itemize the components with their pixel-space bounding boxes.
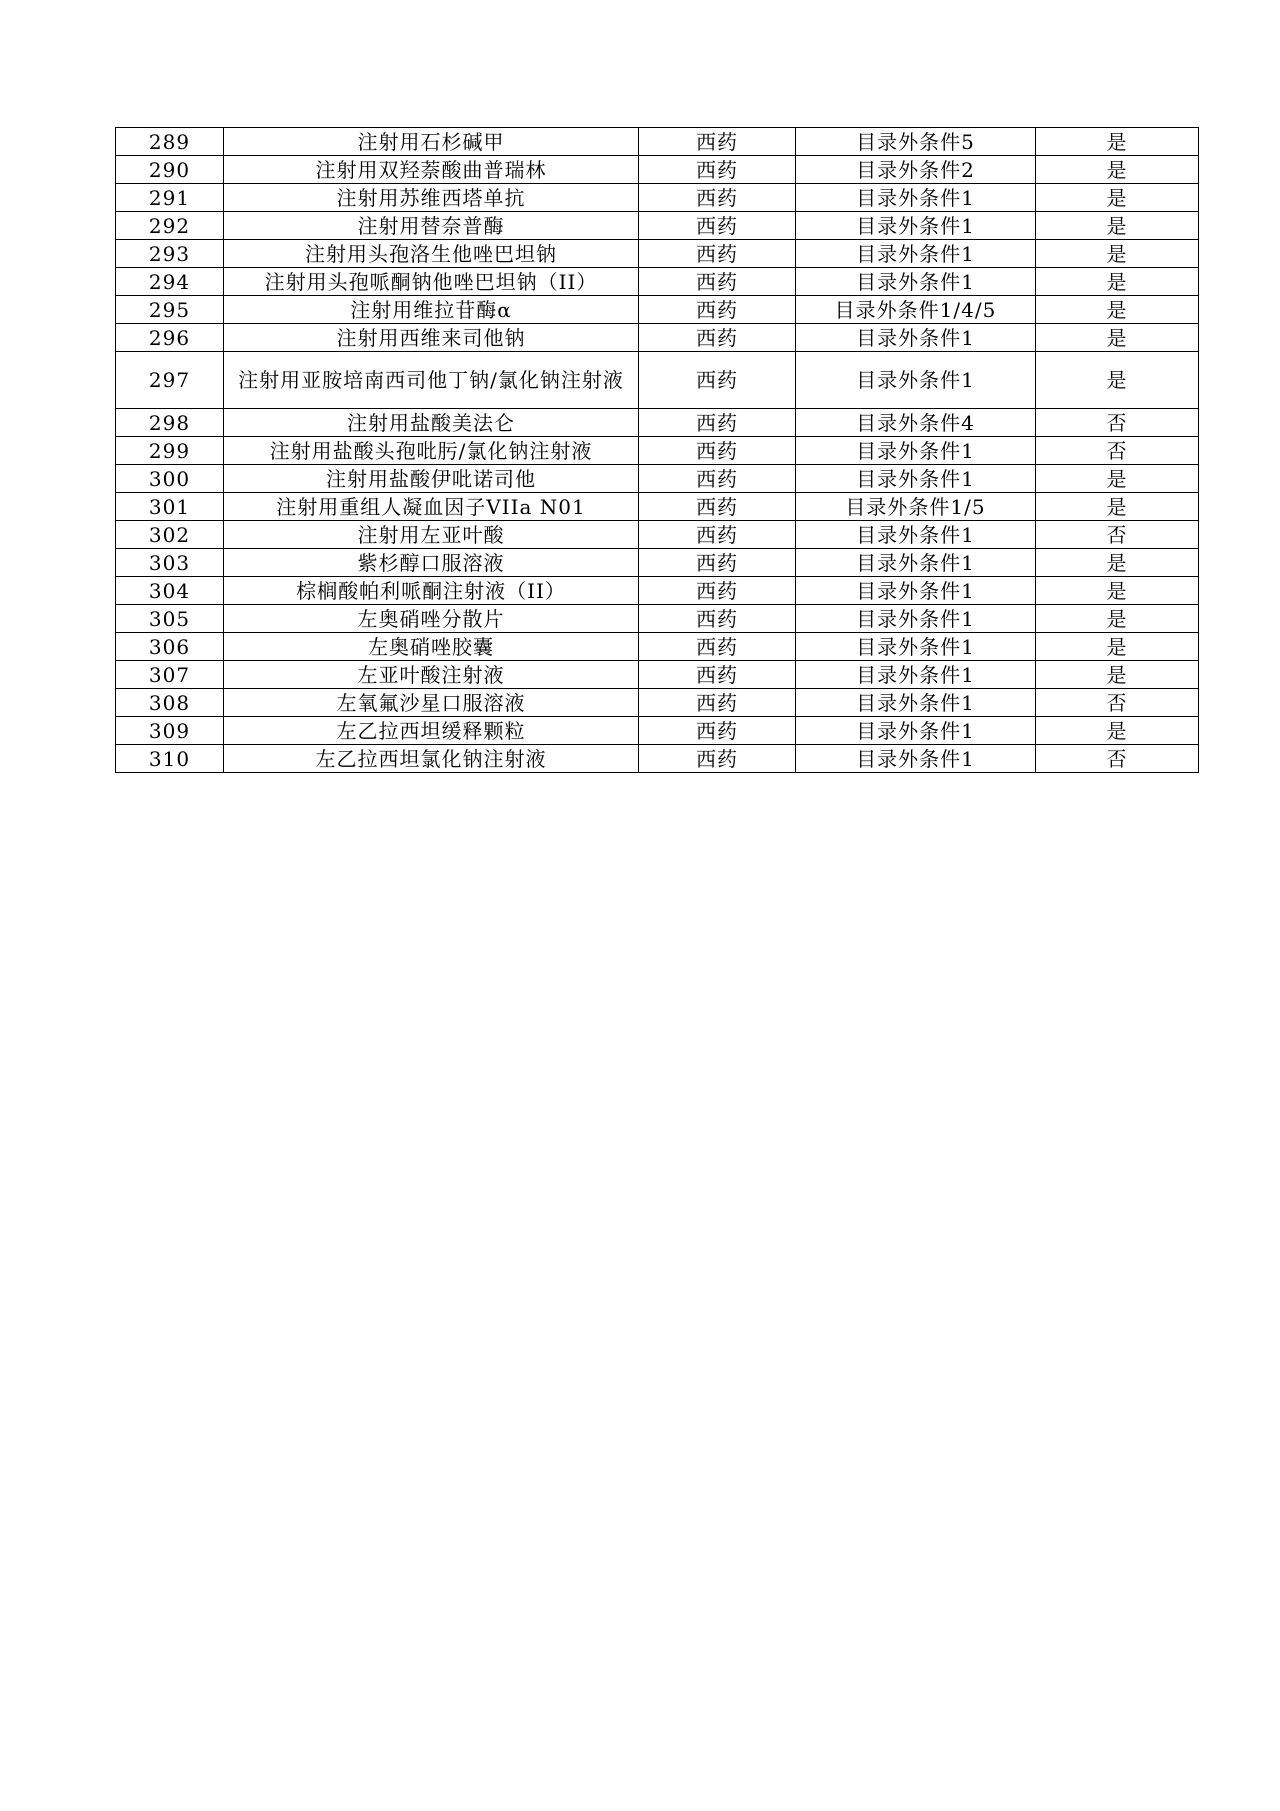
table-row: [116, 184, 1199, 212]
drug-name-cell: 注射用头孢哌酮钠他唑巴坦钠（II）: [224, 268, 639, 296]
flag-cell: 是: [1036, 184, 1199, 212]
table-row: [116, 296, 1199, 324]
condition-cell: 目录外条件1: [796, 689, 1036, 717]
table-row: [116, 577, 1199, 605]
condition-cell: 目录外条件1: [796, 745, 1036, 773]
table-row: [116, 493, 1199, 521]
category-cell: 西药: [639, 465, 796, 493]
row-number-cell: 302: [116, 521, 224, 549]
table-body: [116, 128, 1199, 773]
table-row: [116, 212, 1199, 240]
condition-cell: 目录外条件5: [796, 128, 1036, 156]
category-cell: 西药: [639, 296, 796, 324]
category-cell: 西药: [639, 549, 796, 577]
row-number-cell: 290: [116, 156, 224, 184]
table-row: [116, 156, 1199, 184]
table-row: [116, 324, 1199, 352]
row-number-cell: 298: [116, 409, 224, 437]
flag-cell: 是: [1036, 549, 1199, 577]
table-row: [116, 465, 1199, 493]
flag-cell: 是: [1036, 268, 1199, 296]
category-cell: 西药: [639, 661, 796, 689]
drug-name-cell: 注射用盐酸头孢吡肟/氯化钠注射液: [224, 437, 639, 465]
table-row: [116, 240, 1199, 268]
condition-cell: 目录外条件1/4/5: [796, 296, 1036, 324]
flag-cell: 是: [1036, 324, 1199, 352]
category-cell: 西药: [639, 521, 796, 549]
condition-cell: 目录外条件1: [796, 605, 1036, 633]
condition-cell: 目录外条件1: [796, 184, 1036, 212]
drug-name-cell: 注射用盐酸美法仑: [224, 409, 639, 437]
flag-cell: 是: [1036, 240, 1199, 268]
flag-cell: 否: [1036, 437, 1199, 465]
table-row: [116, 717, 1199, 745]
flag-cell: 是: [1036, 465, 1199, 493]
condition-cell: 目录外条件2: [796, 156, 1036, 184]
category-cell: 西药: [639, 605, 796, 633]
drug-name-cell: 棕榈酸帕利哌酮注射液（II）: [224, 577, 639, 605]
drug-name-cell: 注射用左亚叶酸: [224, 521, 639, 549]
condition-cell: 目录外条件1: [796, 633, 1036, 661]
condition-cell: 目录外条件1: [796, 717, 1036, 745]
drug-name-cell: 左奥硝唑分散片: [224, 605, 639, 633]
flag-cell: 是: [1036, 352, 1199, 409]
flag-cell: 是: [1036, 156, 1199, 184]
condition-cell: 目录外条件1: [796, 437, 1036, 465]
flag-cell: 是: [1036, 212, 1199, 240]
category-cell: 西药: [639, 437, 796, 465]
drug-name-cell: 注射用替奈普酶: [224, 212, 639, 240]
flag-cell: 否: [1036, 409, 1199, 437]
row-number-cell: 297: [116, 352, 224, 409]
row-number-cell: 310: [116, 745, 224, 773]
category-cell: 西药: [639, 156, 796, 184]
drug-name-cell: 左乙拉西坦氯化钠注射液: [224, 745, 639, 773]
drug-name-cell: 注射用盐酸伊吡诺司他: [224, 465, 639, 493]
category-cell: 西药: [639, 717, 796, 745]
condition-cell: 目录外条件1: [796, 661, 1036, 689]
flag-cell: 否: [1036, 745, 1199, 773]
row-number-cell: 289: [116, 128, 224, 156]
condition-cell: 目录外条件1: [796, 549, 1036, 577]
category-cell: 西药: [639, 324, 796, 352]
table-row: [116, 549, 1199, 577]
flag-cell: 是: [1036, 128, 1199, 156]
category-cell: 西药: [639, 268, 796, 296]
row-number-cell: 301: [116, 493, 224, 521]
condition-cell: 目录外条件1/5: [796, 493, 1036, 521]
drug-name-cell: 注射用重组人凝血因子VIIa N01: [224, 493, 639, 521]
table-row: [116, 437, 1199, 465]
condition-cell: 目录外条件1: [796, 465, 1036, 493]
flag-cell: 是: [1036, 633, 1199, 661]
row-number-cell: 296: [116, 324, 224, 352]
table-row: [116, 521, 1199, 549]
row-number-cell: 293: [116, 240, 224, 268]
row-number-cell: 299: [116, 437, 224, 465]
table-row: [116, 689, 1199, 717]
drug-name-cell: 左氧氟沙星口服溶液: [224, 689, 639, 717]
row-number-cell: 307: [116, 661, 224, 689]
table-row: [116, 352, 1199, 409]
row-number-cell: 292: [116, 212, 224, 240]
flag-cell: 否: [1036, 689, 1199, 717]
category-cell: 西药: [639, 577, 796, 605]
condition-cell: 目录外条件1: [796, 212, 1036, 240]
category-cell: 西药: [639, 409, 796, 437]
drug-name-cell: 注射用石杉碱甲: [224, 128, 639, 156]
row-number-cell: 294: [116, 268, 224, 296]
row-number-cell: 305: [116, 605, 224, 633]
row-number-cell: 304: [116, 577, 224, 605]
category-cell: 西药: [639, 240, 796, 268]
flag-cell: 否: [1036, 521, 1199, 549]
table-row: [116, 745, 1199, 773]
drug-name-cell: 紫杉醇口服溶液: [224, 549, 639, 577]
row-number-cell: 295: [116, 296, 224, 324]
table-row: [116, 633, 1199, 661]
category-cell: 西药: [639, 633, 796, 661]
flag-cell: 是: [1036, 493, 1199, 521]
condition-cell: 目录外条件1: [796, 268, 1036, 296]
row-number-cell: 303: [116, 549, 224, 577]
drug-list-table: [115, 127, 1199, 773]
condition-cell: 目录外条件4: [796, 409, 1036, 437]
drug-name-cell: 注射用头孢洛生他唑巴坦钠: [224, 240, 639, 268]
drug-name-cell: 注射用苏维西塔单抗: [224, 184, 639, 212]
row-number-cell: 306: [116, 633, 224, 661]
drug-name-cell: 左奥硝唑胶囊: [224, 633, 639, 661]
category-cell: 西药: [639, 184, 796, 212]
category-cell: 西药: [639, 493, 796, 521]
flag-cell: 是: [1036, 661, 1199, 689]
drug-name-cell: 左乙拉西坦缓释颗粒: [224, 717, 639, 745]
category-cell: 西药: [639, 689, 796, 717]
row-number-cell: 308: [116, 689, 224, 717]
drug-name-cell: 左亚叶酸注射液: [224, 661, 639, 689]
flag-cell: 是: [1036, 577, 1199, 605]
condition-cell: 目录外条件1: [796, 324, 1036, 352]
drug-name-cell: 注射用维拉苷酶α: [224, 296, 639, 324]
row-number-cell: 291: [116, 184, 224, 212]
condition-cell: 目录外条件1: [796, 521, 1036, 549]
drug-name-cell: 注射用双羟萘酸曲普瑞林: [224, 156, 639, 184]
condition-cell: 目录外条件1: [796, 577, 1036, 605]
flag-cell: 是: [1036, 717, 1199, 745]
flag-cell: 是: [1036, 296, 1199, 324]
table-row: [116, 409, 1199, 437]
drug-name-cell: 注射用西维来司他钠: [224, 324, 639, 352]
condition-cell: 目录外条件1: [796, 240, 1036, 268]
table-row: [116, 661, 1199, 689]
category-cell: 西药: [639, 212, 796, 240]
drug-name-cell: 注射用亚胺培南西司他丁钠/氯化钠注射液: [224, 352, 639, 409]
row-number-cell: 300: [116, 465, 224, 493]
table-row: [116, 128, 1199, 156]
category-cell: 西药: [639, 745, 796, 773]
row-number-cell: 309: [116, 717, 224, 745]
category-cell: 西药: [639, 352, 796, 409]
flag-cell: 是: [1036, 605, 1199, 633]
category-cell: 西药: [639, 128, 796, 156]
table-row: [116, 605, 1199, 633]
condition-cell: 目录外条件1: [796, 352, 1036, 409]
table-row: [116, 268, 1199, 296]
